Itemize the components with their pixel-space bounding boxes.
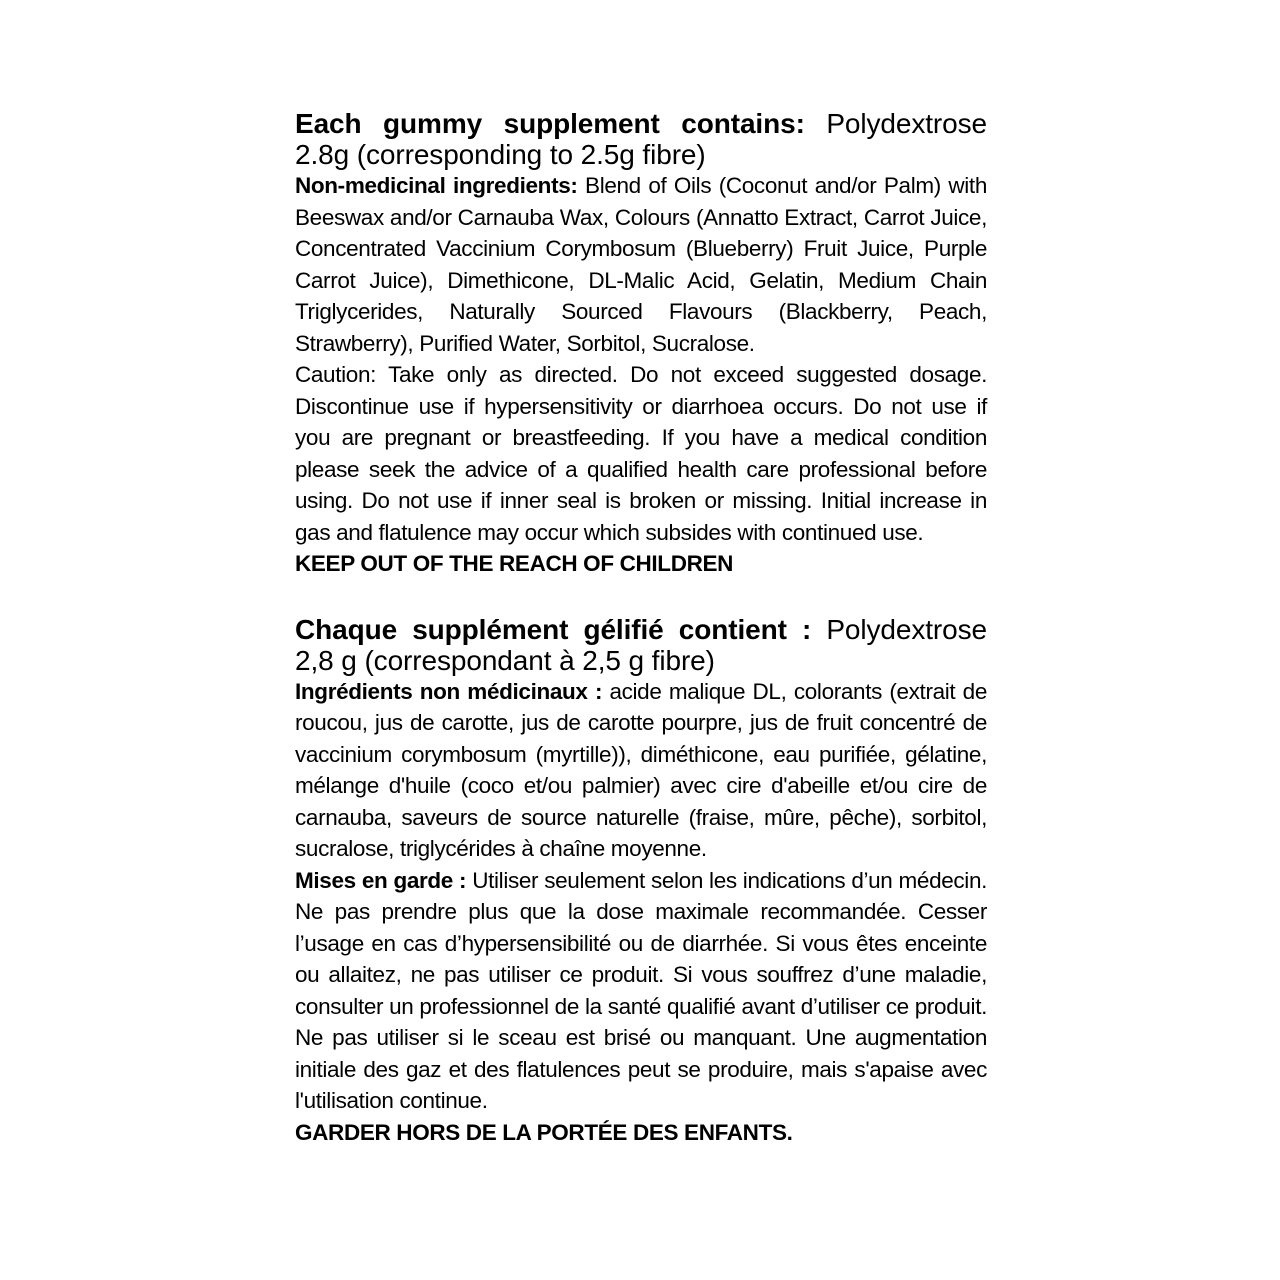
supplement-label-panel bbox=[295, 108, 987, 1148]
english-contents-heading bbox=[295, 108, 987, 170]
french-ingredients-lead: Ingrédients non médicinaux : bbox=[295, 678, 603, 704]
english-caution bbox=[295, 359, 987, 548]
french-warning: GARDER HORS DE LA PORTÉE DES ENFANTS. bbox=[295, 1119, 793, 1145]
english-contents-lead: Each gummy supplement contains: bbox=[295, 108, 805, 139]
french-ingredients bbox=[295, 676, 987, 865]
english-caution-text: Take only as directed. Do not exceed suggested dosage. Discontinue use if hypersensitivity or diarrhoea occurs. Do not use if you are pregnant or breastfeeding. If you have a medical condition please seek the advice of a qualified health care professional before using. Do not use if inner seal is broken or missing. Initial increase in gas and flatulence may occur which subsides with continued use. bbox=[295, 362, 988, 545]
english-caution-lead: Caution: bbox=[295, 362, 377, 387]
english-ingredients bbox=[295, 170, 987, 359]
french-caution-text: Utiliser seulement selon les indications d’un médecin. Ne pas prendre plus que la dose maximale recommandée. Cesser l’usage en cas d’hypersensibilité ou de diarrhée. Si vous êtes enceinte ou allaitez, ne pas utiliser ce produit. Si vous souffrez d’une maladie, consulter un professionnel de la santé qualifié avant d’utiliser ce produit. Ne pas utiliser si le sceau est brisé ou manquant. Une augmentation initiale des gaz et des flatulences peut se produire, mais s'apaise avec l'utilisation continue. bbox=[295, 867, 988, 1113]
french-ingredients-text: acide malique DL, colorants (extrait de roucou, jus de carotte, jus de carotte pourpre, jus de fruit concentré de vaccinium corymbosum (myrtille)), diméthicone, eau purifiée, gélatine, mélange d'huile (coco et/ou palmier) avec cire d'abeille et/ou cire de carnauba, saveurs de source naturelle (fraise, mûre, pêche), sorbitol, sucralose, triglycérides à chaîne moyenne. bbox=[295, 678, 987, 861]
english-section bbox=[295, 108, 987, 580]
english-warning: KEEP OUT OF THE REACH OF CHILDREN bbox=[295, 551, 734, 576]
french-caution bbox=[295, 865, 987, 1117]
french-contents-value: Polydextrose 2,8 g (correspondant à 2,5 g fibre) bbox=[295, 613, 987, 676]
english-ingredients-text: Blend of Oils (Coconut and/or Palm) with Beeswax and/or Carnauba Wax, Colours (Annatto Extract, Carrot Juice, Concentrated Vaccinium Corymbosum (Blueberry) Fruit Juice, Purple Carrot Juice), Dimethicone, DL-Malic Acid, Gelatin, Medium Chain Triglycerides, Naturally Sourced Flavours (Blackberry, Peach, Strawberry), Purified Water, Sorbitol, Sucralose. bbox=[295, 173, 987, 356]
english-contents-value: Polydextrose 2.8g (corresponding to 2.5g fibre) bbox=[295, 108, 987, 170]
french-section bbox=[295, 614, 987, 1149]
french-contents-heading bbox=[295, 614, 987, 676]
english-ingredients-lead: Non-medicinal ingredients: bbox=[295, 173, 578, 198]
french-caution-lead: Mises en garde : bbox=[295, 867, 467, 893]
french-contents-lead: Chaque supplément gélifié contient : bbox=[295, 613, 812, 645]
